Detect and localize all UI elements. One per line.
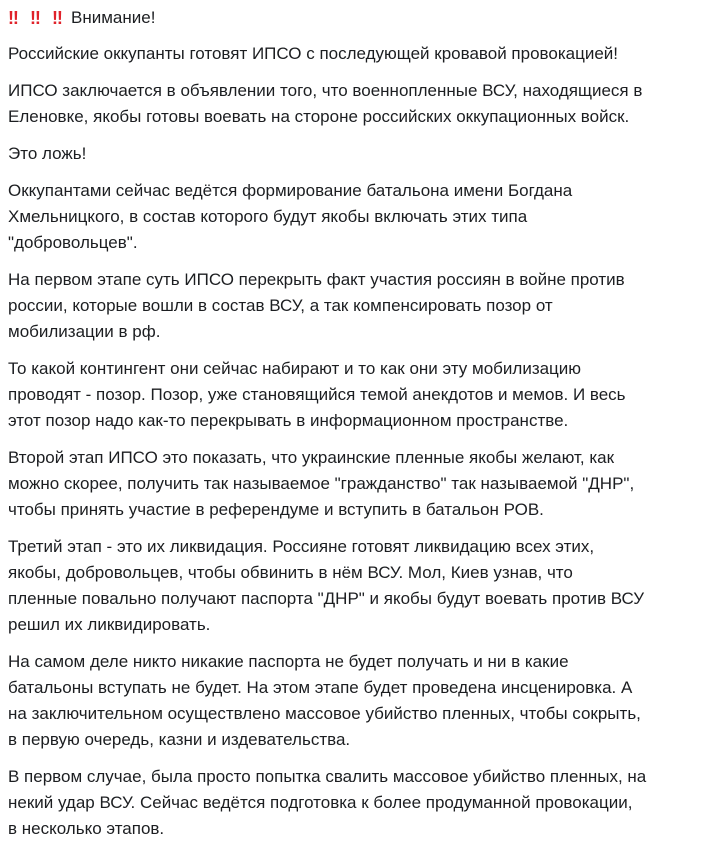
post-paragraph [8, 41, 708, 67]
double-exclamation-icon: ‼ [30, 8, 38, 28]
post-paragraph [8, 445, 708, 523]
paragraph-line: "добровольцев". [8, 233, 138, 252]
paragraph-line: Российские оккупанты готовят ИПСО с последующей кровавой провокацией! [8, 44, 619, 63]
post-paragraph [8, 649, 708, 753]
post-paragraph [8, 764, 708, 842]
warning-emoji-group [8, 6, 69, 30]
headline-text: Внимание! [71, 8, 156, 27]
paragraph-line: Это ложь! [8, 144, 87, 163]
post-headline [8, 6, 708, 30]
paragraph-line: Оккупантами сейчас ведётся формирование батальона имени Богдана [8, 181, 573, 200]
paragraph-line: Второй этап ИПСО это показать, что украинские пленные якобы желают, как [8, 448, 615, 467]
paragraph-line: некий удар ВСУ. Сейчас ведётся подготовка к более продуманной провокации, [8, 793, 633, 812]
paragraph-line: пленные повально получают паспорта "ДНР" и якобы будут воевать против ВСУ [8, 589, 645, 608]
paragraph-line: можно скорее, получить так называемое "гражданство" так называемой "ДНР", [8, 474, 635, 493]
post-paragraph [8, 178, 708, 256]
post-paragraphs [8, 41, 708, 842]
paragraph-line: в несколько этапов. [8, 819, 165, 838]
paragraph-line: мобилизации в рф. [8, 322, 161, 341]
paragraph-line: В первом случае, была просто попытка свалить массовое убийство пленных, на [8, 767, 647, 786]
paragraph-line: батальоны вступать не будет. На этом этапе будет проведена инсценировка. А [8, 678, 633, 697]
post-paragraph [8, 78, 708, 130]
paragraph-line: Еленовке, якобы готовы воевать на стороне российских оккупационных войск. [8, 107, 630, 126]
paragraph-line: ИПСО заключается в объявлении того, что военнопленные ВСУ, находящиеся в [8, 81, 643, 100]
paragraph-line: этот позор надо как-то перекрывать в информационном пространстве. [8, 411, 569, 430]
post-paragraph [8, 141, 708, 167]
paragraph-line: На самом деле никто никакие паспорта не будет получать и ни в какие [8, 652, 569, 671]
paragraph-line: На первом этапе суть ИПСО перекрыть факт участия россиян в войне против [8, 270, 625, 289]
post-paragraph [8, 356, 708, 434]
post-paragraph [8, 534, 708, 638]
paragraph-line: Третий этап - это их ликвидация. Россияне готовят ликвидацию всех этих, [8, 537, 595, 556]
double-exclamation-icon: ‼ [52, 8, 60, 28]
paragraph-line: Хмельницкого, в состав которого будут якобы включать этих типа [8, 207, 528, 226]
paragraph-line: якобы, добровольцев, чтобы обвинить в нём ВСУ. Мол, Киев узнав, что [8, 563, 573, 582]
paragraph-line: россии, которые вошли в состав ВСУ, а так компенсировать позор от [8, 296, 553, 315]
paragraph-line: проводят - позор. Позор, уже становящийся темой анекдотов и мемов. И весь [8, 385, 626, 404]
post-paragraph [8, 267, 708, 345]
double-exclamation-icon: ‼ [8, 8, 16, 28]
paragraph-line: решил их ликвидировать. [8, 615, 211, 634]
paragraph-line: на заключительном осуществлено массовое убийство пленных, чтобы сокрыть, [8, 704, 641, 723]
paragraph-line: То какой контингент они сейчас набирают и то как они эту мобилизацию [8, 359, 582, 378]
paragraph-line: в первую очередь, казни и издевательства. [8, 730, 351, 749]
paragraph-line: чтобы принять участие в референдуме и вступить в батальон РОВ. [8, 500, 544, 519]
